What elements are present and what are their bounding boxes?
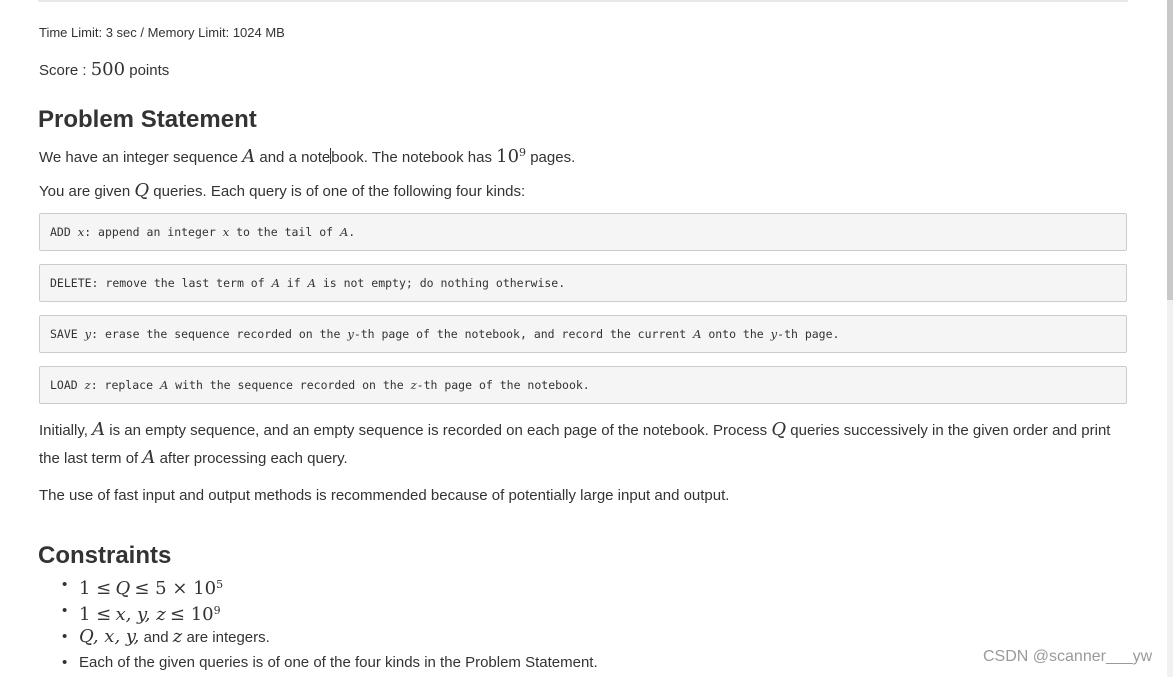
math-Q: Q [771,419,787,440]
scrollbar[interactable] [1167,0,1173,677]
query-load-box [39,366,1127,404]
constraint-item: • $1 \le Q \le 5 \times 10^5$ [39,572,598,598]
text: and a note [259,149,331,166]
top-divider [38,0,1128,2]
scrollbar-thumb[interactable] [1167,0,1173,300]
text: after processing each query. [159,450,348,467]
score-unit: points [129,62,170,79]
text: book. The notebook has [331,149,492,166]
text: pages. [530,149,576,166]
text: queries. Each query is of one of the following four kinds: [153,183,526,200]
math-A: A [142,447,156,468]
text: We have an integer sequence [39,149,239,166]
math-exp: 9 [519,146,527,159]
query-add-text: ADD x: append an integer x to the tail of A. [50,225,356,239]
math-num: 10 [496,146,520,167]
problem-paragraph-1 [39,139,1119,171]
score-label: Score : [39,62,87,79]
limits-text: Time Limit: 3 sec / Memory Limit: 1024 MB [39,25,285,40]
math-A: A [242,146,256,167]
text: Initially, [39,422,88,439]
constraints-list [39,572,598,676]
query-delete-box [39,264,1127,302]
math-Q: Q [134,180,150,201]
problem-statement-heading: Problem Statement [38,106,257,133]
query-add-box [39,213,1127,251]
score-value: 500 [90,59,126,80]
text: You are given [39,183,131,200]
csdn-watermark: CSDN @scanner___yw [983,648,1153,665]
problem-paragraph-2 [39,177,1119,205]
constraint-item: • Each of the given queries is of one of the four kinds in the Problem Statement. [39,650,598,676]
problem-paragraph-3 [39,416,1119,472]
constraint-item: • 1 ≤ x, y, $z \le 10^9$ [39,598,598,624]
problem-paragraph-4: The use of fast input and output methods is recommended because of potentially large input and output. [39,487,730,504]
constraints-heading: Constraints [38,542,172,569]
query-save-text: SAVE y: erase the sequence recorded on the y-th page of the notebook, and record the current A onto the y-th page. [50,327,840,341]
text: queries successively in the given order and print the last term of [39,422,1111,467]
query-save-box [39,315,1127,353]
query-delete-text: DELETE: remove the last term of A if A is not empty; do nothing otherwise. [50,276,566,290]
score-line [39,59,169,80]
query-load-text: LOAD z: replace A with the sequence recorded on the z-th page of the notebook. [50,378,590,392]
constraint-item: • Q, x, y, and z are integers. [39,624,598,650]
math-A: A [92,419,106,440]
text: is an empty sequence, and an empty sequence is recorded on each page of the notebook. Process [109,422,768,439]
